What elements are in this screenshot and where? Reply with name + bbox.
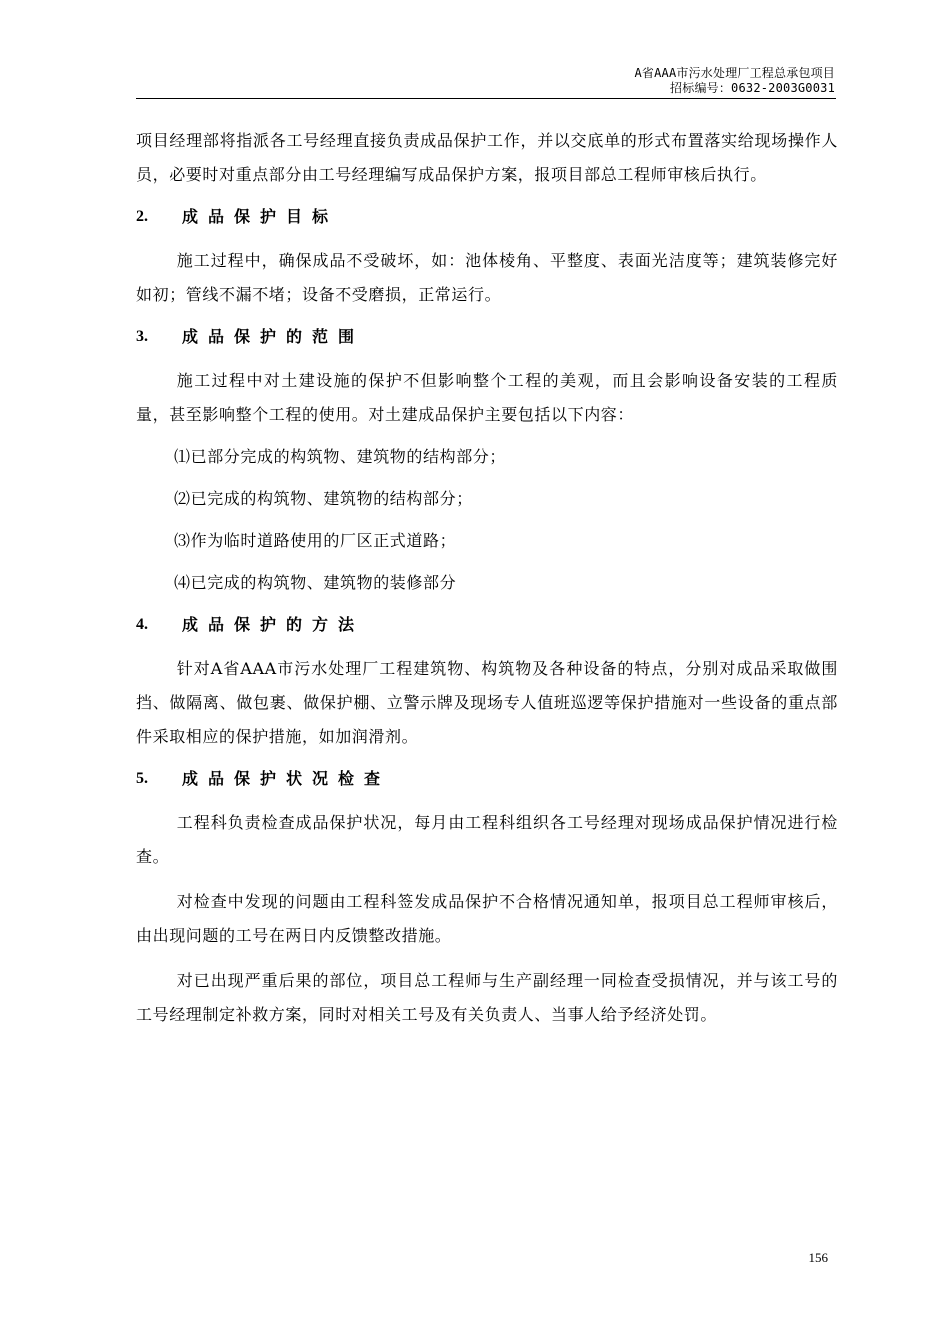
list-item: ⑴已部分完成的构筑物、建筑物的结构部分； (174, 447, 507, 466)
paragraph-intro: 项目经理部将指派各工号经理直接负责成品保护工作，并以交底单的形式布置落实给现场操作人员，必要时对重点部分由工号经理编写成品保护方案，报项目部总工程师审核后执行。 (136, 131, 838, 184)
section-title: 成品保护的方法 (182, 615, 365, 634)
section-heading-3 (136, 323, 838, 351)
header-project-title: A省AAA市污水处理厂工程总承包项目 (634, 66, 835, 80)
list-item: ⑷已完成的构筑物、建筑物的装修部分 (174, 573, 457, 592)
section-title: 成品保护的范围 (182, 327, 365, 346)
section-number: 2. (136, 208, 148, 225)
section-title: 成品保护目标 (182, 207, 339, 226)
section-number: 5. (136, 770, 148, 787)
section-heading-2 (136, 203, 838, 231)
paragraph-scope: 施工过程中对土建设施的保护不但影响整个工程的美观，而且会影响设备安装的工程质量，甚至影响整个工程的使用。对土建成品保护主要包括以下内容： (136, 371, 838, 424)
paragraph-issues: 对检查中发现的问题由工程科签发成品保护不合格情况通知单，报项目总工程师审核后，由出现问题的工号在两日内反馈整改措施。 (136, 892, 838, 945)
paragraph-inspection: 工程科负责检查成品保护状况，每月由工程科组织各工号经理对现场成品保护情况进行检查。 (136, 813, 838, 866)
header-tender-number: 招标编号：0632-2003G0031 (670, 81, 835, 95)
document-body (136, 124, 838, 1043)
paragraph-goals: 施工过程中，确保成品不受破坏，如：池体棱角、平整度、表面光洁度等；建筑装修完好如初；管线不漏不堵；设备不受磨损，正常运行。 (136, 251, 838, 304)
section-number: 3. (136, 328, 148, 345)
list-item: ⑶作为临时道路使用的厂区正式道路； (174, 531, 457, 550)
page-number: 156 (808, 1250, 828, 1265)
header-divider (136, 98, 836, 99)
section-title: 成品保护状况检查 (182, 769, 391, 788)
paragraph-methods: 针对A省AAA市污水处理厂工程建筑物、构筑物及各种设备的特点，分别对成品采取做围挡、做隔离、做包裹、做保护棚、立警示牌及现场专人值班巡逻等保护措施对一些设备的重点部件采取相应的保护措施，如加润滑剂。 (136, 659, 838, 746)
list-item: ⑵已完成的构筑物、建筑物的结构部分； (174, 489, 473, 508)
page-header (136, 66, 835, 96)
section-heading-4 (136, 611, 838, 639)
paragraph-remedy: 对已出现严重后果的部位，项目总工程师与生产副经理一同检查受损情况，并与该工号的工号经理制定补救方案，同时对相关工号及有关负责人、当事人给予经济处罚。 (136, 971, 838, 1024)
section-number: 4. (136, 616, 148, 633)
section-heading-5 (136, 765, 838, 793)
